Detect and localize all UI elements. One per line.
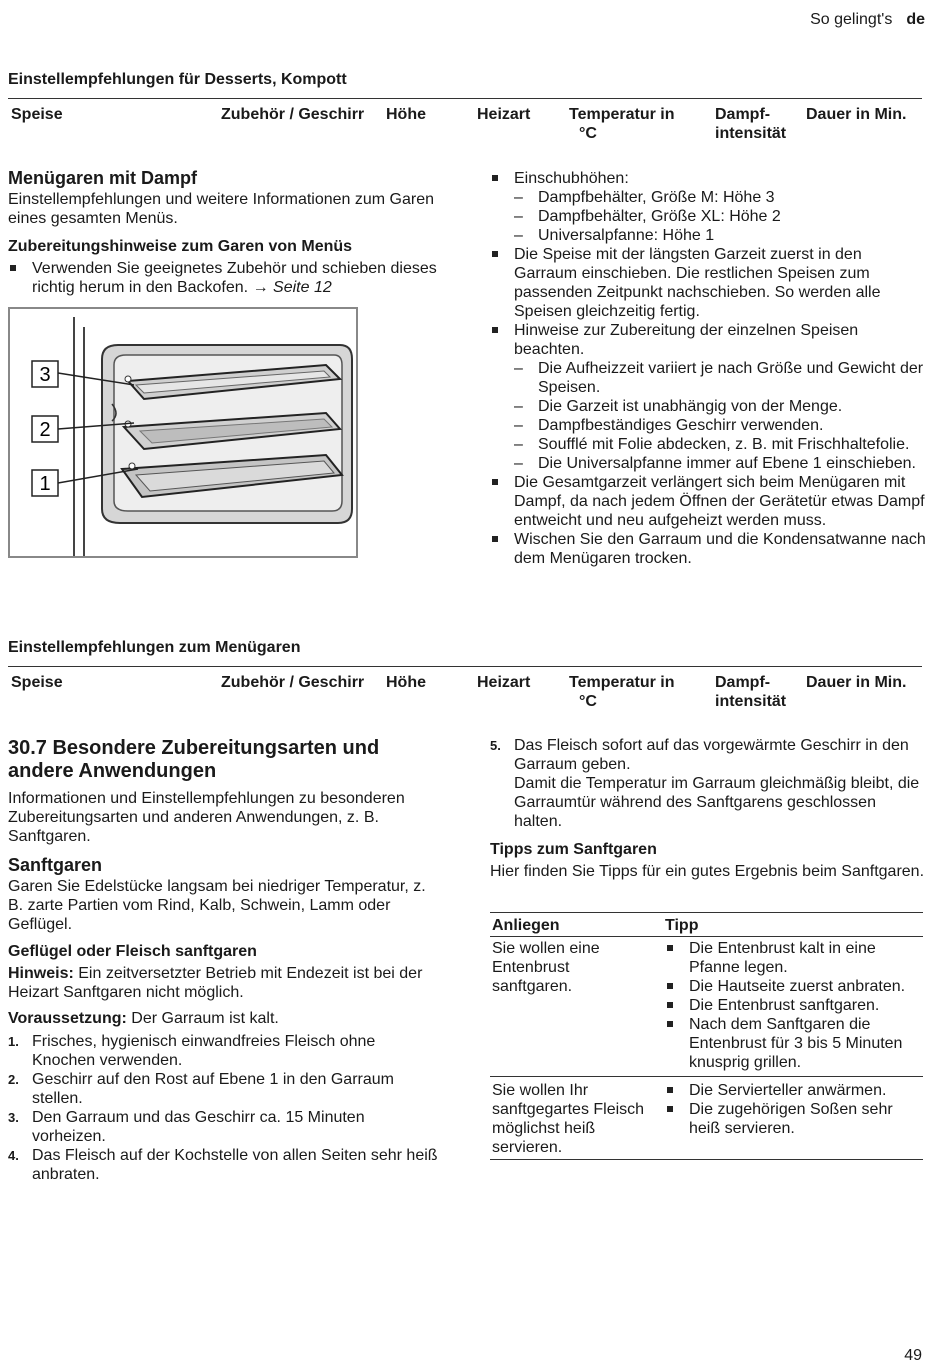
hinweis: Hinweis: Ein zeitversetzter Betrieb mit Endezeit ist bei der Heizart Sanftgaren nicht möglich. bbox=[8, 965, 423, 1001]
header-title: So gelingt's bbox=[810, 11, 893, 28]
menue-right bbox=[490, 169, 926, 568]
list-subitem: – Dampfbeständiges Geschirr verwenden. bbox=[514, 416, 926, 435]
tipps-intro: Hier finden Sie Tipps für ein gutes Ergebnis beim Sanftgaren. bbox=[490, 863, 925, 880]
col-dampf-2: intensität bbox=[715, 693, 787, 710]
page-ref-link[interactable]: → Seite 12 bbox=[252, 279, 332, 296]
col-zubehoer: Zubehör / Geschirr bbox=[221, 106, 365, 123]
table-rule bbox=[8, 666, 922, 667]
table-header-row bbox=[490, 912, 923, 936]
section-title-menue: Einstellempfehlungen zum Menügaren bbox=[8, 639, 301, 656]
list-item: Die Gesamtgarzeit verlängert sich beim Menügaren mit Dampf, da nach jedem Öffnen der Gerätetür etwas Dampf entweicht und neu aufgeheizt werden muss. bbox=[490, 473, 926, 530]
col-dampf-2: intensität bbox=[715, 125, 787, 142]
col-dauer: Dauer in Min. bbox=[806, 106, 907, 123]
table-header-desserts bbox=[8, 105, 922, 145]
step-item: 2. Geschirr auf den Rost auf Ebene 1 in den Garraum stellen. bbox=[8, 1071, 394, 1107]
list-item: Hinweise zur Zubereitung der einzelnen Speisen beachten. – Die Aufheizzeit variiert je nach Größe und Gewicht der Speisen. – Die Garzeit ist unabhängig von der Menge. – Dampfbeständiges Geschirr verwenden. – Soufflé mit Folie abdecken, z. B. mit Frischhaltefolie. – Die Universalpfanne immer auf Ebene 1 einschieben. bbox=[490, 321, 926, 473]
list-item: Verwenden Sie geeignetes Zubehör und schieben dieses richtig herum in den Backofen. → Seite 12 bbox=[8, 259, 443, 297]
page-number: 49 bbox=[904, 1347, 922, 1364]
col-hoehe: Höhe bbox=[386, 106, 426, 123]
col-heizart: Heizart bbox=[477, 674, 531, 691]
step-item: 1. Frisches, hygienisch einwandfreies Fleisch ohne Knochen verwenden. bbox=[8, 1033, 376, 1069]
col-tipp: Tipp bbox=[665, 917, 699, 934]
col-temperatur: Temperatur in bbox=[569, 106, 675, 123]
tipps-title: Tipps zum Sanftgaren bbox=[490, 841, 657, 858]
col-heizart: Heizart bbox=[477, 106, 531, 123]
list-subitem: – Soufflé mit Folie abdecken, z. B. mit Frischhaltefolie. bbox=[514, 435, 926, 454]
list-subitem: – Die Garzeit ist unabhängig von der Menge. bbox=[514, 397, 926, 416]
list-item: Wischen Sie den Garraum und die Kondensatwanne nach dem Menügaren trocken. bbox=[490, 530, 926, 568]
list-item: Einschubhöhen: – Dampfbehälter, Größe M: Höhe 3 – Dampfbehälter, Größe XL: Höhe 2 – Universalpfanne: Höhe 1 bbox=[490, 169, 926, 245]
table-row bbox=[490, 936, 923, 1076]
page-header bbox=[810, 10, 925, 29]
chapter-right bbox=[490, 736, 926, 881]
list-item: Die Speise mit der längsten Garzeit zuerst in den Garraum einschieben. Die restlichen Speisen zum passenden Zeitpunkt nachschieben. So werden alle Speisen gleichzeitig fertig. bbox=[490, 245, 926, 321]
step-item: 3. Den Garraum und das Geschirr ca. 15 Minuten vorheizen. bbox=[8, 1109, 365, 1145]
list-item: Die zugehörigen Soßen sehr heiß servieren. bbox=[665, 1100, 923, 1138]
table-cell-anliegen: Sie wollen Ihr sanftgegartes Fleisch möglichst heiß servieren. bbox=[492, 1082, 645, 1156]
tipps-table bbox=[490, 912, 923, 1160]
list-item: Nach dem Sanftgaren die Entenbrust für 3 bis 5 Minuten knusprig grillen. bbox=[665, 1015, 923, 1072]
col-dauer: Dauer in Min. bbox=[806, 674, 907, 691]
header-lang: de bbox=[906, 11, 925, 28]
menue-left bbox=[8, 169, 443, 297]
col-dampf: Dampf- bbox=[715, 106, 771, 123]
table-rule bbox=[8, 98, 922, 99]
list-item: Die Hautseite zuerst anbraten. bbox=[665, 977, 923, 996]
chapter-intro: Informationen und Einstellempfehlungen zu besonderen Zubereitungsarten und anderen Anwendungen, z. B. Sanftgaren. bbox=[8, 790, 405, 845]
shelf-label-2: 2 bbox=[39, 419, 51, 441]
col-zubehoer: Zubehör / Geschirr bbox=[221, 674, 365, 691]
step-item: 4. Das Fleisch auf der Kochstelle von allen Seiten sehr heiß anbraten. bbox=[8, 1147, 438, 1183]
col-speise: Speise bbox=[11, 674, 63, 691]
list-item: Die Servierteller anwärmen. bbox=[665, 1081, 923, 1100]
shelf-label-3: 3 bbox=[39, 364, 51, 386]
list-subitem: – Die Aufheizzeit variiert je nach Größe und Gewicht der Speisen. bbox=[514, 359, 926, 397]
list-subitem: – Dampfbehälter, Größe M: Höhe 3 bbox=[514, 188, 926, 207]
col-temperatur: Temperatur in bbox=[569, 674, 675, 691]
gefluegel-title: Geflügel oder Fleisch sanftgaren bbox=[8, 943, 257, 960]
shelf-label-1: 1 bbox=[39, 473, 51, 495]
menue-subtitle: Zubereitungshinweise zum Garen von Menüs bbox=[8, 238, 353, 255]
menue-title: Menügaren mit Dampf bbox=[8, 168, 198, 188]
sanft-title: Sanftgaren bbox=[8, 855, 103, 875]
chapter-left bbox=[8, 737, 440, 1184]
col-hoehe: Höhe bbox=[386, 674, 426, 691]
chapter-title: 30.7 Besondere Zubereitungsarten und andere Anwendungen bbox=[8, 737, 380, 782]
table-cell-anliegen: Sie wollen eine Entenbrust sanftgaren. bbox=[492, 940, 600, 995]
table-row bbox=[490, 1076, 923, 1160]
col-temperatur-unit: °C bbox=[579, 693, 597, 710]
col-dampf: Dampf- bbox=[715, 674, 771, 691]
sanft-text: Garen Sie Edelstücke langsam bei niedriger Temperatur, z. B. zarte Partien vom Rind, Kalb, Schwein, Lamm oder Geflügel. bbox=[8, 878, 426, 933]
list-item: Die Entenbrust sanftgaren. bbox=[665, 996, 923, 1015]
list-item: Die Entenbrust kalt in eine Pfanne legen. bbox=[665, 939, 923, 977]
col-anliegen: Anliegen bbox=[492, 917, 560, 934]
step-item: 5. Das Fleisch sofort auf das vorgewärmte Geschirr in den Garraum geben. Damit die Temperatur im Garraum gleichmäßig bleibt, die Garraumtür während des Sanftgarens geschlossen halten. bbox=[490, 737, 920, 830]
oven-illustration bbox=[8, 307, 358, 558]
col-temperatur-unit: °C bbox=[579, 125, 597, 142]
section-title-desserts: Einstellempfehlungen für Desserts, Kompott bbox=[8, 71, 347, 88]
voraussetzung: Voraussetzung: Der Garraum ist kalt. bbox=[8, 1010, 279, 1027]
list-subitem: – Universalpfanne: Höhe 1 bbox=[514, 226, 926, 245]
menue-intro: Einstellempfehlungen und weitere Informationen zum Garen eines gesamten Menüs. bbox=[8, 191, 435, 227]
table-header-menue bbox=[8, 673, 922, 713]
list-subitem: – Die Universalpfanne immer auf Ebene 1 einschieben. bbox=[514, 454, 926, 473]
list-subitem: – Dampfbehälter, Größe XL: Höhe 2 bbox=[514, 207, 926, 226]
col-speise: Speise bbox=[11, 106, 63, 123]
